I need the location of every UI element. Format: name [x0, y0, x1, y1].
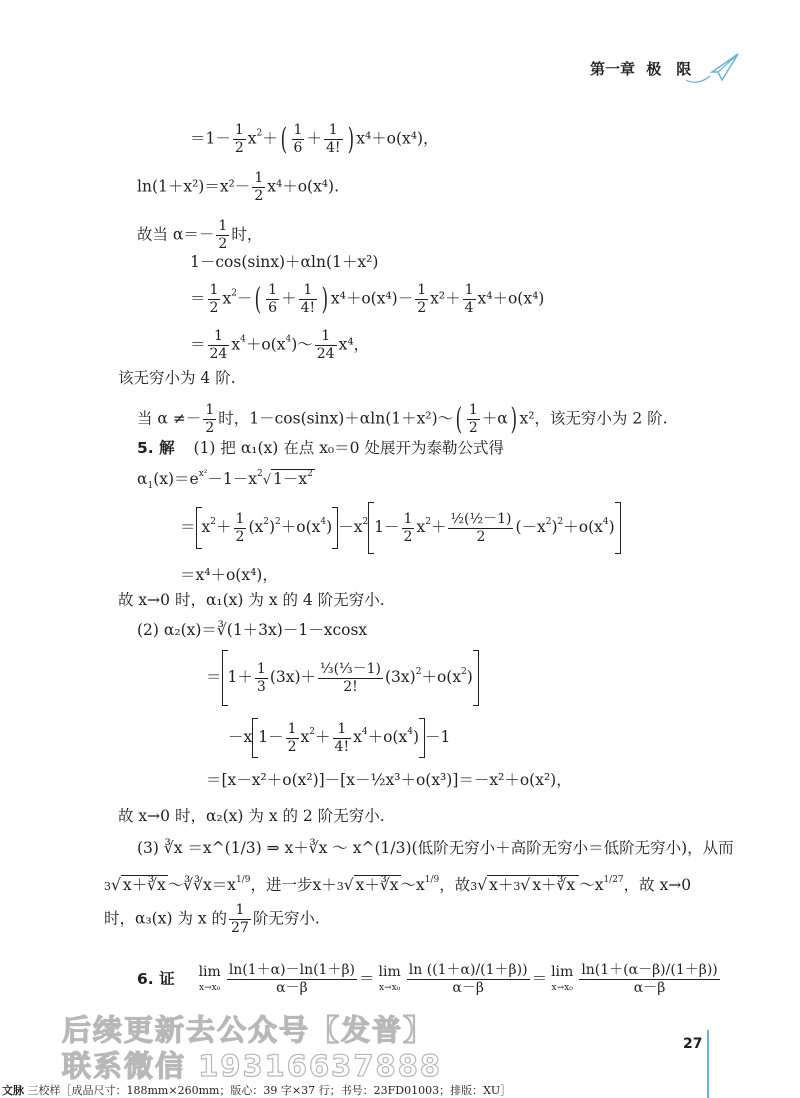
math-text: 当 α ≠－ — [137, 409, 202, 428]
math-text: (1) 把 α₁(x) 在点 x₀＝0 处展开为泰勒公式得 — [193, 439, 504, 457]
math-line: 当 α ≠－ $\frac{1}{2}$ 时，1－cos(sinx)＋αln(1＋x²)～( $\frac{1}{2}$ ＋α) x²，该无穷小为 2 阶. — [137, 401, 668, 437]
math-text: x⁴＋o(x⁴)， — [356, 129, 439, 148]
math-text: x²，该无穷小为 2 阶. — [519, 409, 668, 428]
chapter-title: 极 限 — [646, 60, 692, 78]
footer-spec: 三校样［成品尺寸：188mm×260mm；版心：39 字×37 行；书号：23FD01003；排版：XU］ — [27, 1084, 512, 1097]
math-line: 故 x→0 时，α₁(x) 为 x 的 4 阶无穷小. — [118, 591, 385, 609]
math-text: ，故 — [439, 876, 471, 894]
math-text: ln(1＋x²)＝x²－ — [137, 177, 251, 196]
math-line: －x 1－ $\frac{1}{2}$ $x^2+$ $\frac{1}{4!}$ $x^4+o(x^4) -1$ — [228, 718, 450, 758]
math-text: ，故 x→0 — [623, 876, 692, 894]
math-line: ＝1－ $\frac{1}{2}$ $x^2+$( $\frac{1}{6}$ ＋ $\frac{1}{4!}$ ) x⁴＋o(x⁴)， — [190, 121, 439, 157]
math-text: 时，1－cos(sinx)＋αln(1＋x²)～ — [218, 409, 454, 428]
math-line: (3) ∛x ＝x^(1/3) ⇒ x＋∛x ～ x^(1/3)(低阶无穷小＋高阶无穷小＝低阶无穷小)，从而 — [137, 839, 734, 857]
math-line: (2) α₂(x)＝∛(1＋3x)－1－xcosx — [137, 621, 368, 639]
math-line: ＝ $x^2+$ $\frac{1}{2}$ $(x^2)^2+o(x^4) -x^2$ 1－ $\frac{1}{2}$ $x^2+$ $\frac{\text{½(½－1)}}{2}$ $(-x^2)^2+o(x^4)$ — [180, 502, 621, 554]
margin-rule — [707, 1030, 709, 1098]
math-text: x⁴， — [338, 335, 370, 354]
math-text: x⁴＋o(x⁴)－ — [330, 289, 414, 308]
math-line: 故 x→0 时，α₂(x) 为 x 的 2 阶无穷小. — [118, 807, 385, 825]
math-line: 3√ x＋∛x $\sim∛∛x=x^{1/9}$，进一步x＋3√ x＋∛x $\sim x^{1/9}$，故3√ x＋3√ x＋∛x $\sim x^{1/27}$，故 x→0 — [104, 875, 692, 894]
watermark-line: 后续更新去公众号【发普】 — [62, 1013, 435, 1047]
paper-plane-icon — [682, 50, 742, 86]
math-line: ＝ 1＋ $\frac{1}{3}$ (3x)＋ $\frac{\text{⅓(⅓－1)}}{2!}$ $(3x)^2+o(x^2)$ — [206, 650, 479, 706]
math-line: 时，α₃(x) 为 x 的 $\frac{1}{27}$ 阶无穷小. — [104, 902, 320, 936]
math-line: 1－cos(sinx)＋αln(1＋x²) — [190, 253, 379, 271]
question-label: 5. 解 — [137, 439, 175, 457]
footer-brand: 文脉 — [2, 1084, 24, 1097]
math-line: ＝[x－x²＋o(x²)]－[x－½x³＋o(x³)]＝－x²＋o(x²)， — [206, 771, 572, 789]
watermark-line: 联系微信 19316637888 — [62, 1049, 443, 1083]
chapter-header — [590, 58, 691, 79]
question-5 — [137, 438, 504, 458]
math-line: $\alpha_1(x)=e^{x^2}-1-x^2√$ $1-x^2$ — [137, 469, 313, 491]
footer — [2, 1082, 511, 1098]
math-text: 故当 α＝－ — [137, 225, 215, 244]
math-text: 时， — [231, 225, 263, 244]
math-line: 故当 α＝－ $\frac{1}{2}$ 时， — [137, 218, 263, 252]
math-text: 时，α₃(x) 为 x 的 — [104, 909, 228, 928]
math-text: ，进一步 — [250, 876, 313, 894]
math-line: ＝ $\frac{1}{24}$ $x^4+o(x^4)\sim$ $\frac{1}{24}$ x⁴， — [190, 328, 370, 362]
math-line: ＝ $\frac{1}{2}$ $x^2-$( $\frac{1}{6}$ ＋ $\frac{1}{4!}$ ) x⁴＋o(x⁴)－ $\frac{1}{2}$ x²＋ $\frac{1}{4}$ x⁴＋o(x⁴) — [190, 281, 545, 317]
math-text: x⁴＋o(x⁴). — [267, 177, 339, 196]
math-text: ～ — [297, 335, 313, 354]
math-text: 阶无穷小. — [252, 909, 320, 928]
page-number: 27 — [683, 1036, 703, 1052]
chapter-number: 第一章 — [590, 60, 636, 78]
math-line: ＝x⁴＋o(x⁴)， — [180, 566, 278, 584]
math-text: x⁴＋o(x⁴) — [477, 289, 545, 308]
watermark — [62, 1012, 442, 1084]
question-label: 6. 证 — [137, 969, 175, 988]
math-text: x²＋ — [430, 289, 461, 308]
math-line: 该无穷小为 4 阶. — [118, 369, 236, 387]
question-6: 6. 证 lim x→x₀ $\frac{\ln(1+\alpha)-\ln(1+\beta)}{\alpha-\beta}$ ＝ lim x→x₀ $\frac{\ln ((1+\alpha)/(1+\beta))}{\alpha-\beta}$ ＝ lim x→x₀ $\frac{\ln(1+(\alpha-\beta)/(1+\beta))}{\alpha-\beta}$ — [137, 962, 718, 996]
math-line: ln(1＋x²)＝x²－ $\frac{1}{2}$ x⁴＋o(x⁴). — [137, 170, 339, 204]
